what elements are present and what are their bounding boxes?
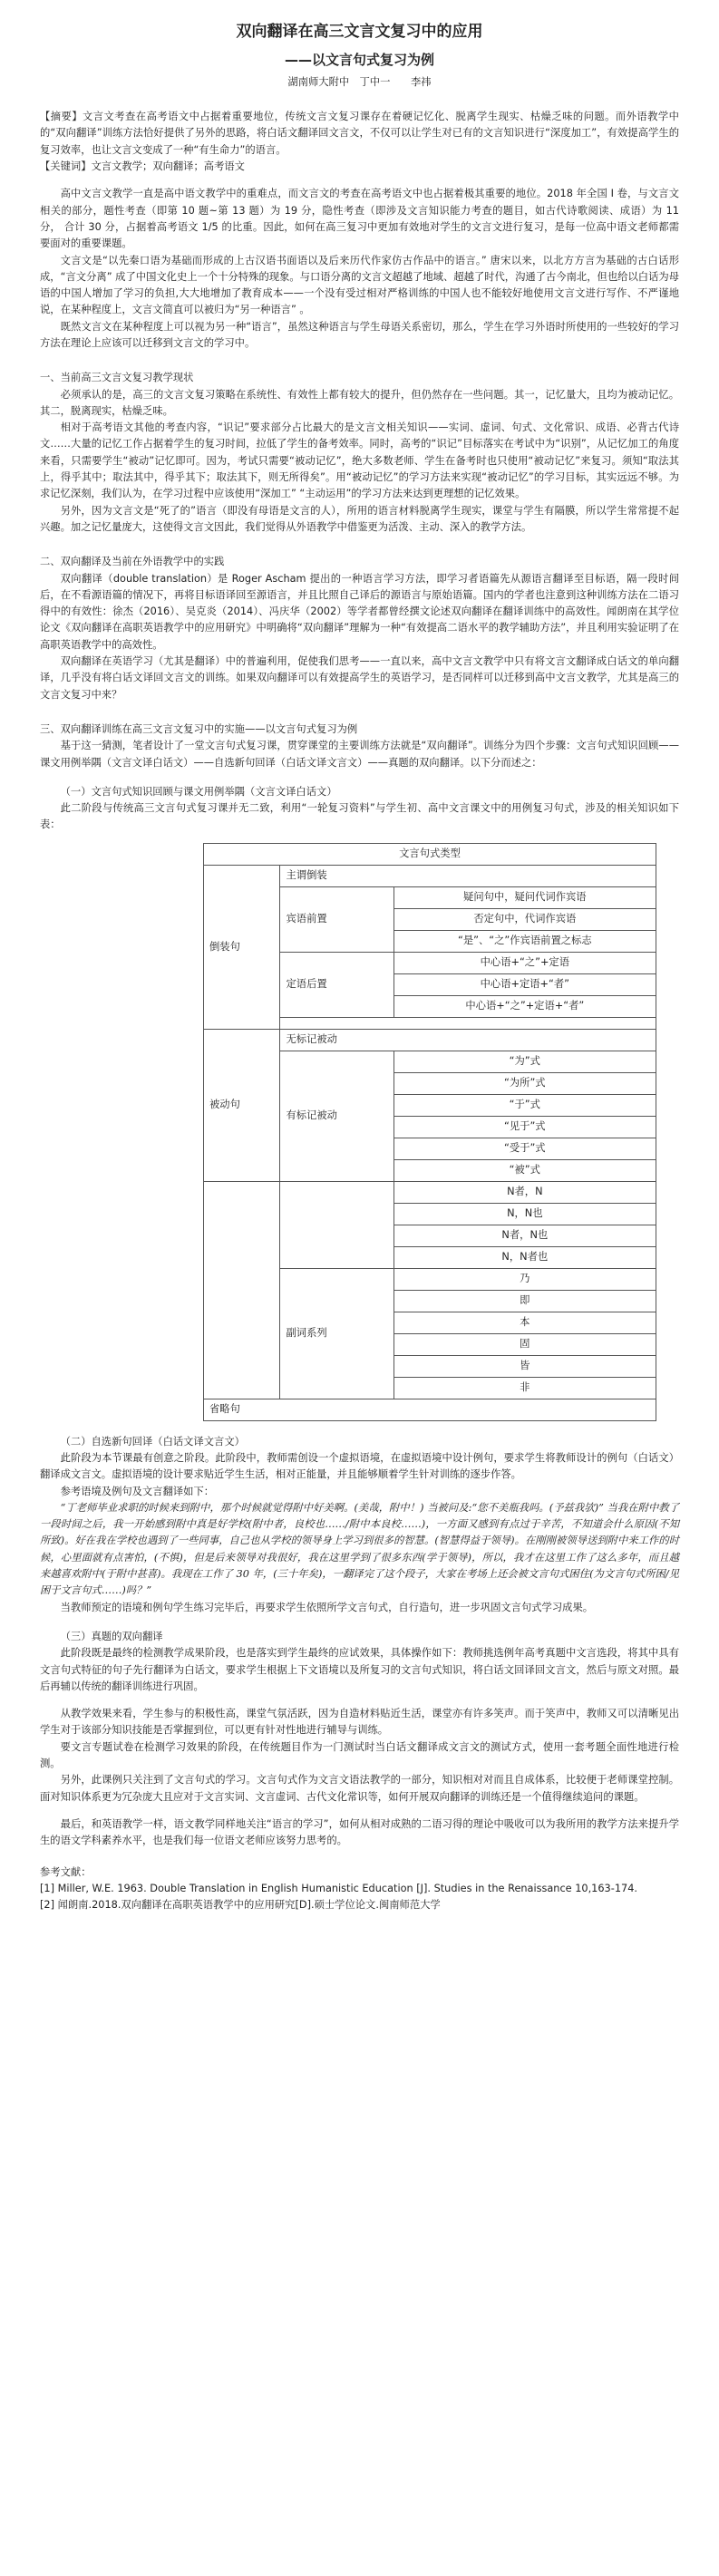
keywords-label: 【关键词】 [40, 160, 92, 173]
keywords-text: 文言文教学；双向翻译；高考语文 [91, 160, 245, 173]
table-subcategory: 有标记被动 [280, 1051, 394, 1181]
table-cell: N者，N也 [394, 1225, 656, 1246]
table-cell: N者，N [394, 1181, 656, 1203]
paper-title: 双向翻译在高三文言文复习中的应用 [236, 23, 483, 41]
reference-item: [1] Miller, W.E. 1963. Double Translation in English Humanistic Education [J]. Studies in the Renaissance 10,163-174. [40, 1882, 637, 1894]
intro-paragraph: 既然文言文在某种程度上可以视为另一种“语言”，虽然这种语言与学生母语关系密切，那么，学生在学习外语时所使用的一些较好的学习方法在理论上应该可以迁移到文言文的学习中。 [40, 320, 679, 349]
table-subcategory: 定语后置 [280, 952, 394, 1017]
sentence-type-table [203, 843, 656, 1421]
subsection-heading: （二）自选新句回译（白话文译文言文） [60, 1435, 245, 1448]
table-subcategory: 副词系列 [280, 1268, 394, 1399]
table-cell: 无标记被动 [280, 1029, 656, 1051]
table-category: 省略句 [204, 1399, 656, 1420]
table-cell: N，N也 [394, 1203, 656, 1225]
table-cell: N，N者也 [394, 1246, 656, 1268]
body-paragraph: 此阶段为本节课最有创意之阶段。此阶段中，教师需创设一个虚拟语境，在虚拟语境中设计例句，要求学生将教师设计的例句（白话文）翻译成文言文。虚拟语境的设计要求贴近学生生活，相对正能量，并且能够顺着学生针对训练的逐步作答。 [40, 1452, 679, 1481]
keywords [40, 159, 679, 175]
body-paragraph: 双向翻译在英语学习（尤其是翻译）中的普遍利用，促使我们思考——一直以来，高中文言文教学中只有将文言文翻译成白话文的单向翻译，几乎没有将白话文译回文言文的训练。如果双向翻译可以有效提高学生的英语学习，是否同样可以迁移到高中文言文教学，尤其是高三的文言文复习中来？ [40, 655, 679, 701]
table-cell: 中心语+“之”+定语 [394, 952, 656, 973]
subsection-heading: （三）真题的双向翻译 [60, 1630, 163, 1642]
body-paragraph: 此二阶段与传统高三文言句式复习课并无二致，利用“一轮复习资料”与学生初、高中文言课文中的用例复习句式，涉及的相关知识如下表： [40, 802, 679, 831]
references [40, 1864, 679, 1914]
example-passage: “丁老师毕业求职的时候来到附中，那个时候就觉得附中好美啊。(美哉，附中！) 当被问及:“您不美瓶我吗。(予兹我欤)” 当我在附中教了一段时间之后，我一开始感到附中真是好学校(附中者，良校也……/附中本良校……)，一方面又感到有点过于辛苦，不知道会什么原因(不知所致)。好在我在学校也遇到了一些同事，自己也从学校的领导身上学习到很多的智慧。(智慧得益于领导)。在刚刚被领导送到附中来工作的时候，心里面就有点害怕，(不惧)，但是后来领导对我很好，我在这里学到了很多东西(学于领导)，所以，我才在这里工作了这么多年，而且越来越喜欢附中(于附中甚喜)。我现在工作了 30 年，(三十年矣)，一翻译完了这个段子，大家在考场上还会被文言句式困住(为文言句式所困/见困于文言句式……)吗？” [40, 1501, 679, 1597]
references-label: 参考文献： [40, 1865, 92, 1878]
table-cell: “为所”式 [394, 1072, 656, 1094]
section-heading: 一、当前高三文言文复习教学现状 [40, 372, 194, 384]
section-heading: 三、双向翻译训练在高三文言文复习中的实施——以文言句式复习为例 [40, 722, 358, 735]
table-cell: “于”式 [394, 1094, 656, 1116]
abstract [40, 109, 679, 159]
table-cell: “受于”式 [394, 1138, 656, 1159]
intro-paragraph: 文言文是“以先秦口语为基础而形成的上古汉语书面语以及后来历代作家仿古作品中的语言。” 唐宋以来，以北方方言为基础的古白话形成，“言文分离” 成了中国文化史上一个十分特殊的现象。与口语分离的文言文超越了地域、超越了时代，沟通了古今南北，但也给以白话为母语的中国人增加了学习的负担,大大地增加了教育成本——一个没有受过相对严格训练的中国人也不能较好地使用文言文进行写作、不严谨地说，在某种程度上，文言文简直可以被归为“另一种语言” 。 [40, 254, 679, 316]
body-paragraph: 此阶段既是最终的检测教学成果阶段，也是落实到学生最终的应试效果，具体操作如下：教师挑选例年高考真题中文言选段，将其中具有文言句式特征的句子先行翻译为白话文，要求学生根据上下文语境以及所复习的文言句式知识，将白话文回译回文言文，然后与原文对照。最后再辅以传统的翻译训练进行巩固。 [40, 1647, 679, 1692]
section-heading: 二、双向翻译及当前在外语教学中的实践 [40, 556, 225, 568]
table-cell: 疑问句中，疑问代词作宾语 [394, 886, 656, 908]
table-cell: 即 [394, 1290, 656, 1312]
table-cell: 本 [394, 1312, 656, 1333]
table-subcategory: 宾语前置 [280, 886, 394, 952]
reference-item: [2] 闻朗南.2018.双向翻译在高职英语教学中的应用研究[D].硕士学位论文.闽南师范大学 [40, 1899, 441, 1912]
body-paragraph: 参考语境及例句及文言翻译如下： [60, 1485, 215, 1497]
abstract-text: 文言文考查在高考语文中占据着重要地位，传统文言文复习课存在着硬记忆化、脱离学生现实、枯燥乏味的问题。而外语教学中的“双向翻译”训练方法恰好提供了另外的思路，将白话文翻译回文言文，不仅可以让学生对已有的文言知识进行“深度加工”，有效提高学生的复习效率，也让文言文变成了一种“有生命力”的语言。 [40, 111, 679, 156]
table-cell: 中心语+“之”+定语+“者” [394, 995, 656, 1017]
table-category: 倒装句 [204, 865, 280, 1029]
author-affiliation: 湖南师大附中 丁中一 李祎 [287, 75, 432, 88]
table-cell: 固 [394, 1333, 656, 1355]
body-paragraph: 最后，和英语教学一样，语文教学同样地关注“语言的学习”，如何从相对成熟的二语习得的理论中吸收可以为我所用的教学方法来提升学生的语文学科素养水平，也是我们每一位语文老师应该努力思考的。 [40, 1817, 679, 1847]
table-cell: “被”式 [394, 1159, 656, 1181]
table-cell: “是”、“之”作宾语前置之标志 [394, 930, 656, 952]
table-cell: “为”式 [394, 1051, 656, 1072]
body-paragraph: 另外，因为文言文是“死了的”语言（即没有母语是文言的人），所用的语言材料脱离学生现实，课堂与学生有隔膜，所以学生常常提不起兴趣。加之记忆量庞大，这使得文言文因此，我们觉得从外语教学中借鉴更为活泼、主动、深入的教学方法。 [40, 504, 679, 533]
body-paragraph: 必须承认的是，高三的文言文复习策略在系统性、有效性上都有较大的提升，但仍然存在一些问题。其一，记忆量大，且均为被动记忆。其二，脱离现实，枯燥乏味。 [40, 388, 679, 417]
abstract-label: 【摘要】 [40, 111, 83, 123]
table-cell: 主谓倒装 [280, 865, 656, 886]
subsection-heading: （一）文言句式知识回顾与课文用例举隅（文言文译白话文） [60, 785, 337, 798]
table-header: 文言句式类型 [204, 843, 656, 865]
paper-subtitle: ——以文言句式复习为例 [284, 51, 434, 68]
body-paragraph: 要文言专题试卷在检测学习效果的阶段，在传统题目作为一门测试时当白话文翻译成文言文的测试方式，使用一套考题全面性地进行检测。 [40, 1740, 679, 1770]
table-cell: 否定句中，代词作宾语 [394, 908, 656, 930]
table-cell: 非 [394, 1377, 656, 1399]
table-cell: “见于”式 [394, 1116, 656, 1138]
table-cell: 乃 [394, 1268, 656, 1290]
table-cell: 皆 [394, 1355, 656, 1377]
body-paragraph: 基于这一猜测，笔者设计了一堂文言句式复习课，贯穿课堂的主要训练方法就是“双向翻译”。训练分为四个步骤：文言句式知识回顾——课文用例举隅（文言文译白话文）——自选新句回译（白话文译文言文）——真题的双向翻译。以下分而述之： [40, 740, 679, 769]
table-cell: 中心语+定语+“者” [394, 973, 656, 995]
body-paragraph: 双向翻译（double translation）是 Roger Ascham 提出的一种语言学习方法，即学习者语篇先从源语言翻译至目标语，隔一段时间后，在不看源语篇的情况下，再将目标语译回至源语言，并且比照自己译后的源语言与原始语篇。国内的学者也注意到这种训练方法在二语习得中的有效性：徐杰（2016）、吴克炎（2014）、冯庆华（2002）等学者都曾经撰文论述双向翻译在翻译训练中的高效性。闻朗南在其学位论文《双向翻译在高职英语教学中的应用研究》中明确将“双向翻译”理解为一种“有效提高二语水平的教学辅助方法”，并且利用实验证明了在高职英语教学中的高效性。 [40, 572, 679, 651]
body-paragraph: 相对于高考语文其他的考查内容，“识记”要求部分占比最大的是文言文相关知识——实词、虚词、句式、文化常识、成语、必背古代诗文……大量的记忆工作占据着学生的复习时间，拉低了学生的备考效率。同时，高考的“识记”目标落实在考试中为“识别”，从记忆加工的角度来看，只需要学生“被动”记忆即可。因为，考试只需要“被动记忆”，绝大多数老师、学生在备考时也只使用“被动记忆”来复习。须知“取法其上，得乎其中；取法其中，得乎其下；取法其下，则无所得矣”。用“被动记忆”的学习方法来实现“被动记忆”的学习目标，其实远远不够。为求记忆深刻，我们认为，在学习过程中应该使用“深加工” “主动运用”的学习方法来达到更理想的记忆效果。 [40, 421, 679, 500]
body-paragraph: 当教师预定的语境和例句学生练习完毕后，再要求学生依照所学文言句式，自行造句，进一步巩固文言句式学习成果。 [60, 1601, 594, 1613]
body-paragraph: 从教学效果来看，学生参与的积极性高，课堂气氛活跃，因为自造材料贴近生活，课堂亦有许多笑声。而于笑声中，教师又可以清晰见出学生对于该部分知识技能是否掌握到位，可以更有针对性地进行辅导与训练。 [40, 1708, 679, 1737]
body-paragraph: 另外，此课例只关注到了文言句式的学习。文言句式作为文言文语法教学的一部分，知识相对对而且自成体系，比较便于老师课堂控制。面对知识体系更为冗杂庞大且应对于文言实词、文言虚词、古代文化常识等，如何开展双向翻译的训练还是一个值得继续追问的课题。 [40, 1774, 679, 1803]
intro-paragraph: 高中文言文教学一直是高中语文教学中的重难点，而文言文的考查在高考语文中也占据着极其重要的地位。2018 年全国 I 卷，与文言文相关的部分，题性考查（即第 10 题~第 13 题）为 19 分，隐性考查（即涉及文言知识能力考查的题目，如古代诗歌阅读、成语）为 11 分， 合计 30 分，占据着高考语文 1/5 的比重。因此，如何在高三复习中更加有效地对学生的文言文进行复习，是每一位高中语文老师都需要面对的重要课题。 [40, 188, 679, 250]
table-category: 被动句 [204, 1029, 280, 1181]
